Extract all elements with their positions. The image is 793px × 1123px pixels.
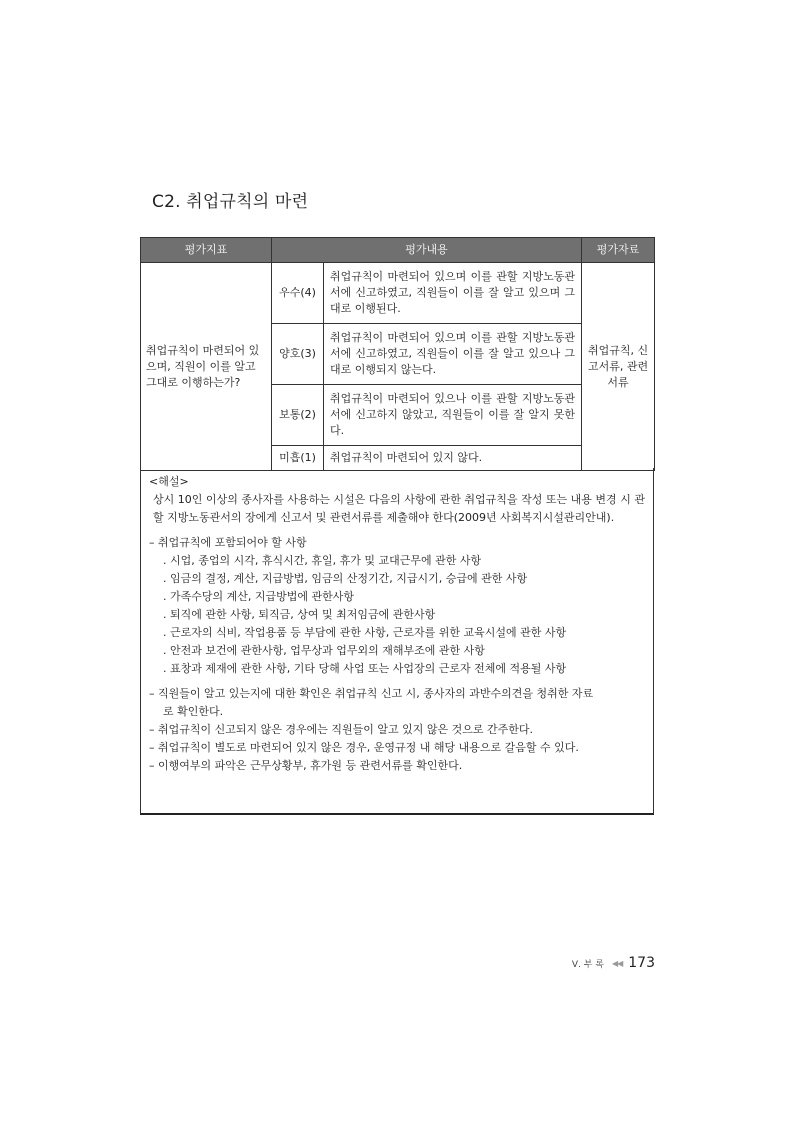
- grade-cell: 양호(3): [272, 324, 324, 385]
- notes-intro: 상시 10인 이상의 종사자를 사용하는 시설은 다음의 사항에 관한 취업규칙을 작성 또는 내용 변경 시 관할 지방노동관서의 장에게 신고서 및 관련서류를 제출해야 한다(2009년 사회복지시설관리안내).: [153, 493, 645, 524]
- grade-cell: 우수(4): [272, 263, 324, 324]
- list-item: . 임금의 결정, 계산, 지급방법, 임금의 산정기간, 지급시기, 승급에 관한 사항: [163, 572, 528, 585]
- double-arrow-left-icon: ◀◀: [611, 958, 623, 968]
- section-title: C2. 취업규칙의 마련: [152, 192, 309, 212]
- notes-list-heading: – 취업규칙에 포함되어야 할 사항: [149, 536, 307, 549]
- description-cell: 취업규칙이 마련되어 있지 않다.: [324, 446, 582, 471]
- notes-list: [149, 534, 645, 678]
- notes-heading: <해설>: [149, 475, 189, 488]
- list-item: . 시업, 종업의 시각, 휴식시간, 휴일, 휴가 및 교대근무에 관한 사항: [163, 554, 482, 567]
- header-materials: 평가자료: [582, 238, 655, 263]
- bullet-item: – 직원들이 알고 있는지에 대한 확인은 취업규칙 신고 시, 종사자의 과반수의견을 청취한 자료: [149, 687, 594, 700]
- bullet-item: – 취업규칙이 별도로 마련되어 있지 않은 경우, 운영규정 내 해당 내용으로 갈음할 수 있다.: [149, 741, 579, 754]
- table-header-row: [141, 238, 655, 263]
- description-cell: 취업규칙이 마련되어 있으나 이를 관할 지방노동관서에 신고하지 않았고, 직원들이 이를 잘 알지 못한다.: [324, 385, 582, 446]
- list-item: . 안전과 보건에 관한사항, 업무상과 업무외의 재해부조에 관한 사항: [163, 644, 485, 657]
- description-cell: 취업규칙이 마련되어 있으며 이를 관할 지방노동관서에 신고하였고, 직원들이 이를 잘 알고 있으며 그대로 이행된다.: [324, 263, 582, 324]
- notes-bullets: [149, 685, 645, 775]
- grade-cell: 미흡(1): [272, 446, 324, 471]
- notes-box: [140, 468, 654, 815]
- indicator-cell: 취업규칙이 마련되어 있으며, 직원이 이를 알고 그대로 이행하는가?: [141, 263, 272, 471]
- table-row: [141, 263, 655, 324]
- list-item: . 근로자의 식비, 작업용품 등 부담에 관한 사항, 근로자를 위한 교육시설에 관한 사항: [163, 626, 567, 639]
- materials-cell: 취업규칙, 신고서류, 관련서류: [582, 263, 655, 471]
- list-item: . 표창과 제재에 관한 사항, 기타 당해 사업 또는 사업장의 근로자 전체에 적용될 사항: [163, 662, 567, 675]
- list-item: . 가족수당의 계산, 지급방법에 관한사항: [163, 590, 354, 603]
- bullet-item: – 취업규칙이 신고되지 않은 경우에는 직원들이 알고 있지 않은 것으로 간주한다.: [149, 723, 533, 736]
- page-footer: [555, 955, 655, 971]
- page-number: 173: [628, 955, 655, 971]
- footer-section-label: Ⅴ. 부 록: [571, 959, 604, 970]
- grade-cell: 보통(2): [272, 385, 324, 446]
- header-indicator: 평가지표: [141, 238, 272, 263]
- list-item: . 퇴직에 관한 사항, 퇴직금, 상여 및 최저임금에 관한사항: [163, 608, 436, 621]
- header-content: 평가내용: [272, 238, 582, 263]
- bullet-item: – 이행여부의 파악은 근무상황부, 휴가원 등 관련서류를 확인한다.: [149, 759, 463, 772]
- bullet-item-continuation: 로 확인한다.: [163, 705, 224, 718]
- evaluation-table: [140, 237, 655, 471]
- description-cell: 취업규칙이 마련되어 있으며 이를 관할 지방노동관서에 신고하였고, 직원들이 이를 잘 알고 있으나 그대로 이행되지 않는다.: [324, 324, 582, 385]
